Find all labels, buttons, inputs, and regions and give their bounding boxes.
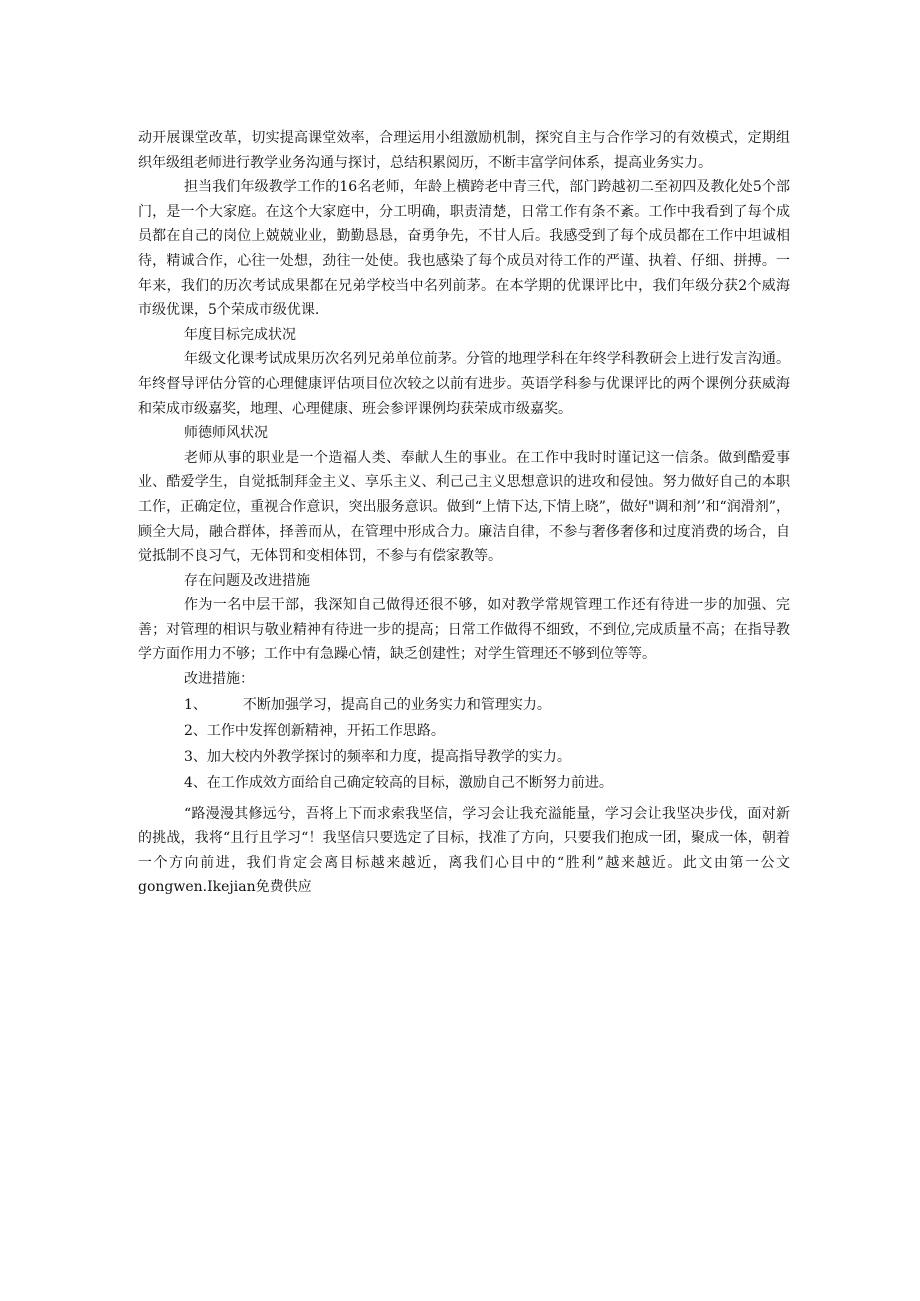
paragraph-continuation: 动开展课堂改革，切实提高课堂效率，合理运用小组激励机制，探究自主与合作学习的有效模式，定期组织年级组老师进行教学业务沟通与探讨，总结积累阅历，不断丰富学问体系，提高业务实力。 <box>138 130 790 171</box>
measure-text: 3、加大校内外教学探讨的频率和力度，提高指导教学的实力。 <box>184 748 571 765</box>
paragraph-goals: 年级文化课考试成果历次名列兄弟单位前茅。分管的地理学科在年终学科教研会上进行发言沟通。年终督导评估分管的心理健康评估项目位次较之以前有进步。英语学科参与优课评比的两个课例分获威海和荣成市级嘉奖，地理、心理健康、班会参评课例均获荣成市级嘉奖。 <box>138 351 790 417</box>
section-heading-ethics: 师德师风状况 <box>184 425 268 442</box>
paragraph-ethics: 老师从事的职业是一个造福人类、奉献人生的事业。在工作中我时时谨记这一信条。做到酷爱事业、酷爱学生，自觉抵制拜金主义、享乐主义、利己己主义思想意识的进攻和侵蚀。努力做好自己的本职工作，正确定位，重视合作意识，突出服务意识。做到“上情下达,下情上晓”，做好"调和剂’’和“润滑剂”，顾全大局，融合群体，择善而从，在管理中形成合力。廉洁自律，不参与奢侈奢侈和过度消费的场合，自觉抵制不良习气，无体罚和变相体罚，不参与有偿家教等。 <box>138 449 790 565</box>
paragraph-problems: 作为一名中层干部，我深知自己做得还很不够，如对教学常规管理工作还有待进一步的加强、完善；对管理的相识与敬业精神有待进一步的提高；日常工作做得不细致，不到位,完成质量不高；在指导教学方面作用力不够；工作中有急躁心情，缺乏创建性；对学生管理还不够到位等等。 <box>138 597 790 663</box>
measure-text: 不断加强学习，提高自己的业务实力和管理实力。 <box>242 696 551 713</box>
section-heading-goals: 年度目标完成状况 <box>184 326 296 343</box>
document-page <box>138 126 790 900</box>
measure-number: 1、 <box>184 696 207 713</box>
paragraph-closing: “路漫漫其修远兮，吾将上下而求索我坚信，学习会让我充溢能量，学习会让我坚决步伐，面对新的挑战，我将“且行且学习“！我坚信只要选定了目标，找准了方向，只要我们抱成一团，聚成一体，朝着一个方向前进，我们肯定会离目标越来越近，离我们心目中的“胜利”越来越近。此文由第一公文gongwen.Ikejian免费供应 <box>138 805 790 896</box>
paragraph-team: 担当我们年级教学工作的16名老师，年龄上横跨老中青三代，部门跨越初二至初四及教化处5个部门，是一个大家庭。在这个大家庭中，分工明确，职责清楚，日常工作有条不紊。工作中我看到了每个成员都在自己的岗位上兢兢业业，勤勤恳恳，奋勇争先，不甘人后。我感受到了每个成员都在工作中坦诚相待，精诚合作，心往一处想，劲往一处使。我也感染了每个成员对待工作的严谨、执着、仔细、拼搏。一年来，我们的历次考试成果都在兄弟学校当中名列前茅。在本学期的优课评比中，我们年级分获2个威海市级优课，5个荣成市级优课. <box>138 179 790 319</box>
measure-text: 2、工作中发挥创新精神，开拓工作思路。 <box>184 722 445 739</box>
measure-item-4 <box>138 770 790 796</box>
measure-text: 4、在工作成效方面给自己确定较高的目标，激励自己不断努力前进。 <box>184 774 613 791</box>
measure-item-1 <box>138 692 790 718</box>
section-heading-problems: 存在问题及改进措施 <box>184 572 310 589</box>
measure-item-2 <box>138 718 790 744</box>
section-heading-measures: 改进措施： <box>184 671 254 688</box>
measure-item-3 <box>138 744 790 770</box>
